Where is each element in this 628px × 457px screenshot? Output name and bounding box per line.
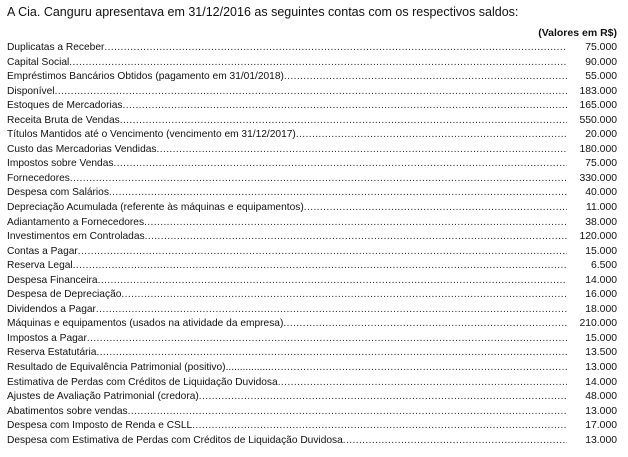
account-row <box>7 157 617 172</box>
accounts-list <box>7 41 617 448</box>
account-row <box>7 376 617 391</box>
dot-leader <box>296 128 567 143</box>
account-row <box>7 317 617 332</box>
account-row <box>7 274 617 289</box>
account-label: Estimativa de Perdas com Créditos de Liquidação Duvidosa <box>7 376 278 388</box>
dot-leader <box>278 376 567 391</box>
account-row <box>7 99 617 114</box>
account-row <box>7 390 617 405</box>
account-value: 550.000 <box>579 114 617 126</box>
account-label: Despesa com Imposto de Renda e CSLL <box>7 420 193 432</box>
account-label: Despesa Financeira <box>7 274 98 286</box>
account-label: Máquinas e equipamentos (usados na atividade da empresa) <box>7 318 284 330</box>
dot-leader <box>192 419 567 434</box>
account-label: Investimentos em Controladas <box>7 231 145 243</box>
account-row <box>7 332 617 347</box>
account-row <box>7 419 617 434</box>
account-label: Dividendos a Pagar <box>7 303 96 315</box>
account-label: Impostos a Pagar <box>7 332 87 344</box>
account-row <box>7 245 617 260</box>
dot-leader <box>104 41 567 56</box>
account-label: Despesa de Depreciação <box>7 289 122 301</box>
account-label: Custo das Mercadorias Vendidas <box>7 143 157 155</box>
account-label: Capital Social <box>7 56 70 68</box>
account-row <box>7 172 617 187</box>
account-row <box>7 56 617 71</box>
account-value: 48.000 <box>585 391 617 403</box>
account-row <box>7 201 617 216</box>
dot-leader <box>271 361 567 376</box>
account-value: 55.000 <box>585 71 617 83</box>
account-label: Impostos sobre Vendas <box>7 158 114 170</box>
dot-leader <box>343 434 567 449</box>
account-value: 18.000 <box>585 303 617 315</box>
dot-leader <box>98 274 567 289</box>
account-row <box>7 303 617 318</box>
account-label: Reserva Legal <box>7 260 73 272</box>
account-label: Títulos Mantidos até o Vencimento (vencimento em 31/12/2017) <box>7 129 296 141</box>
account-label: Abatimentos sobre vendas <box>7 405 128 417</box>
account-value: 13.000 <box>585 434 617 446</box>
intro-text: A Cia. Canguru apresentava em 31/12/2016 as seguintes contas com os respectivos saldos: <box>7 5 519 19</box>
account-label: Empréstimos Bancários Obtidos (pagamento em 31/01/2018) <box>7 71 284 83</box>
account-row <box>7 288 617 303</box>
account-row <box>7 70 617 85</box>
account-label: Fornecedores <box>7 172 70 184</box>
account-value: 13.500 <box>585 347 617 359</box>
dot-leader <box>113 157 567 172</box>
account-value: 75.000 <box>585 158 617 170</box>
account-row <box>7 361 617 376</box>
dot-leader <box>284 70 567 85</box>
account-value: 90.000 <box>585 56 617 68</box>
dot-leader <box>144 216 567 231</box>
account-value: 15.000 <box>585 332 617 344</box>
account-value: 16.000 <box>585 289 617 301</box>
account-row <box>7 114 617 129</box>
account-label: Adiantamento a Fornecedores <box>7 216 145 228</box>
dot-leader <box>283 317 567 332</box>
dot-leader <box>121 288 567 303</box>
account-label: Estoques de Mercadorias <box>7 100 123 112</box>
account-value: 14.000 <box>585 376 617 388</box>
account-label: Duplicatas a Receber <box>7 42 105 53</box>
account-row <box>7 186 617 201</box>
account-label: Depreciação Acumulada (referente às máquinas e equipamentos) <box>7 202 304 214</box>
dot-leader <box>128 405 567 420</box>
account-value: 120.000 <box>579 231 617 243</box>
account-row <box>7 405 617 420</box>
dot-leader <box>96 346 567 361</box>
account-row <box>7 346 617 361</box>
account-label: Despesa com Salários <box>7 187 109 199</box>
dot-leader <box>157 143 568 158</box>
account-value: 75.000 <box>585 42 617 53</box>
account-value: 14.000 <box>585 274 617 286</box>
account-value: 20.000 <box>585 129 617 141</box>
account-label: Resultado de Equivalência Patrimonial (positivo)................ <box>7 362 271 374</box>
dot-leader <box>73 259 567 274</box>
dot-leader <box>123 99 567 114</box>
account-label: Ajustes de Avaliação Patrimonial (credora) <box>7 391 199 403</box>
account-label: Disponível <box>7 85 55 97</box>
account-value: 6.500 <box>590 260 617 272</box>
account-label: Reserva Estatutária <box>7 347 97 359</box>
account-value: 40.000 <box>585 187 617 199</box>
dot-leader <box>199 390 567 405</box>
account-value: 330.000 <box>579 172 617 184</box>
account-label: Receita Bruta de Vendas <box>7 114 120 126</box>
account-label: Contas a Pagar <box>7 245 78 257</box>
units-header: (Valores em R$) <box>538 27 617 39</box>
account-value: 13.000 <box>585 362 617 374</box>
account-value: 180.000 <box>579 143 617 155</box>
account-row <box>7 41 617 56</box>
account-value: 11.000 <box>585 202 617 214</box>
account-value: 17.000 <box>585 420 617 432</box>
account-value: 38.000 <box>585 216 617 228</box>
account-row <box>7 216 617 231</box>
dot-leader <box>120 114 567 129</box>
dot-leader <box>96 303 567 318</box>
account-value: 13.000 <box>585 405 617 417</box>
dot-leader <box>55 85 567 100</box>
account-row <box>7 259 617 274</box>
account-row <box>7 434 617 449</box>
dot-leader <box>69 56 567 71</box>
account-row <box>7 85 617 100</box>
dot-leader <box>78 245 567 260</box>
account-label: Despesa com Estimativa de Perdas com Créditos de Liquidação Duvidosa <box>7 434 343 446</box>
account-row <box>7 128 617 143</box>
account-value: 15.000 <box>585 245 617 257</box>
dot-leader <box>87 332 567 347</box>
dot-leader <box>109 186 567 201</box>
account-row <box>7 230 617 245</box>
dot-leader <box>304 201 567 216</box>
account-value: 210.000 <box>579 318 617 330</box>
account-row <box>7 143 617 158</box>
account-value: 165.000 <box>579 100 617 112</box>
dot-leader <box>145 230 567 245</box>
dot-leader <box>70 172 567 187</box>
account-value: 183.000 <box>579 85 617 97</box>
